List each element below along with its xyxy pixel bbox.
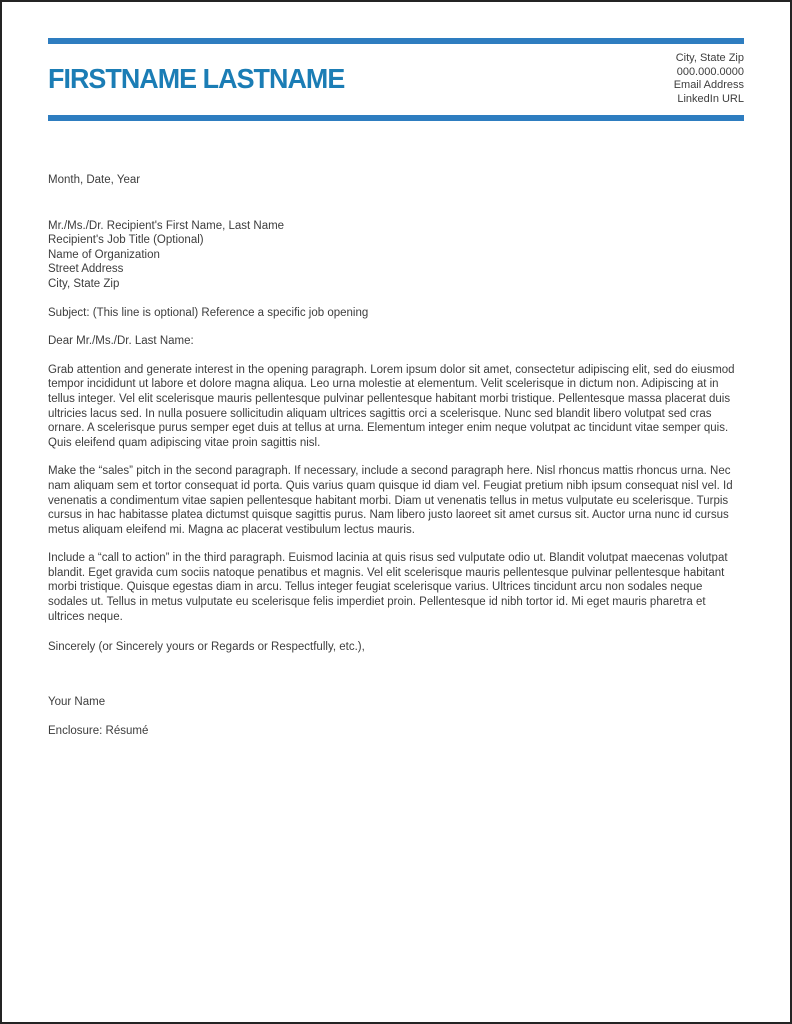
body-paragraph-opening: Grab attention and generate interest in the opening paragraph. Lorem ipsum dolor sit amet, consectetur adipiscing elit, sed do eiusmod tempor incididunt ut labore et dolore magna aliqua. Leo urna molestie at elementum. Velit scelerisque in dictum non. Adipiscing at in tellus integer. Vel elit scelerisque mauris pellentesque pulvinar pellentesque habitant morbi tristique. Pellentesque massa placerat duis ultricies lacus sed. In nulla posuere sollicitudin aliquam ultrices sagittis orci a scelerisque. Nunc sed blandit libero volutpat sed cras ornare. A scelerisque purus semper eget duis at tellus at urna. Elementum integer enim neque volutpat ac tincidunt vitae semper quis. Quis eleifend quam adipiscing vitae proin sagittis nisl.	[48, 363, 735, 449]
recipient-job-title: Recipient's Job Title (Optional)	[48, 234, 204, 247]
date-line: Month, Date, Year	[48, 174, 141, 186]
sender-name: FIRSTNAME LASTNAME	[48, 63, 345, 94]
subject-line: Subject: (This line is optional) Reference a specific job opening	[48, 306, 369, 319]
enclosure-line: Enclosure: Résumé	[48, 725, 149, 738]
letter-body	[48, 173, 744, 739]
closing-line: Sincerely (or Sincerely yours or Regards or Respectfully, etc.),	[48, 641, 365, 654]
header-rule-top	[48, 38, 744, 44]
body-paragraph-sales-pitch: Make the “sales” pitch in the second paragraph. If necessary, include a second paragraph here. Nisl rhoncus mattis rhoncus urna. Nec nam aliquam sem et tortor consequat id porta. Quis varius quam quisque id diam vel. Feugiat pretium nibh ipsum consequat nisl vel. Id venenatis a condimentum vitae sapien pellentesque habitant morbi. Diam ut venenatis tellus in metus vulputate eu scelerisque. Turpis cursus in hac habitasse platea dictumst quisque sagittis purus. Nam libero justo laoreet sit amet cursus sit. Auctor urna nunc id cursus metus aliquam eleifend mi. Magna ac placerat vestibulum lectus mauris.	[48, 465, 733, 536]
signature-name: Your Name	[48, 695, 106, 708]
contact-phone: 000.000.0000	[676, 65, 744, 78]
header-rule-bottom	[48, 115, 744, 121]
recipient-org: Name of Organization	[48, 248, 160, 261]
salutation-line: Dear Mr./Ms./Dr. Last Name:	[48, 335, 194, 348]
recipient-city: City, State Zip	[48, 277, 120, 290]
contact-linkedin: LinkedIn URL	[677, 92, 744, 105]
body-paragraph-call-to-action: Include a “call to action” in the third paragraph. Euismod lacinia at quis risus sed vulputate odio ut. Blandit volutpat maecenas volutpat blandit. Eget gravida cum sociis natoque penatibus et magnis. Vel elit scelerisque mauris pellentesque pulvinar pellentesque habitant morbi tristique. Quisque egestas diam in arcu. Tellus integer feugiat scelerisque varius. Ultrices tincidunt arcu non sodales neque sodales ut. Tellus in metus vulputate eu scelerisque felis imperdiet proin. Pellentesque id nibh tortor id. Mi eget mauris pharetra et ultrices neque.	[48, 552, 728, 623]
recipient-street: Street Address	[48, 263, 124, 276]
recipient-name: Mr./Ms./Dr. Recipient's First Name, Last Name	[48, 219, 285, 232]
contact-email: Email Address	[673, 79, 744, 91]
recipient-block	[48, 219, 744, 292]
contact-city-state-zip: City, State Zip	[675, 52, 744, 64]
letter-header	[48, 50, 744, 108]
contact-block	[674, 52, 744, 106]
